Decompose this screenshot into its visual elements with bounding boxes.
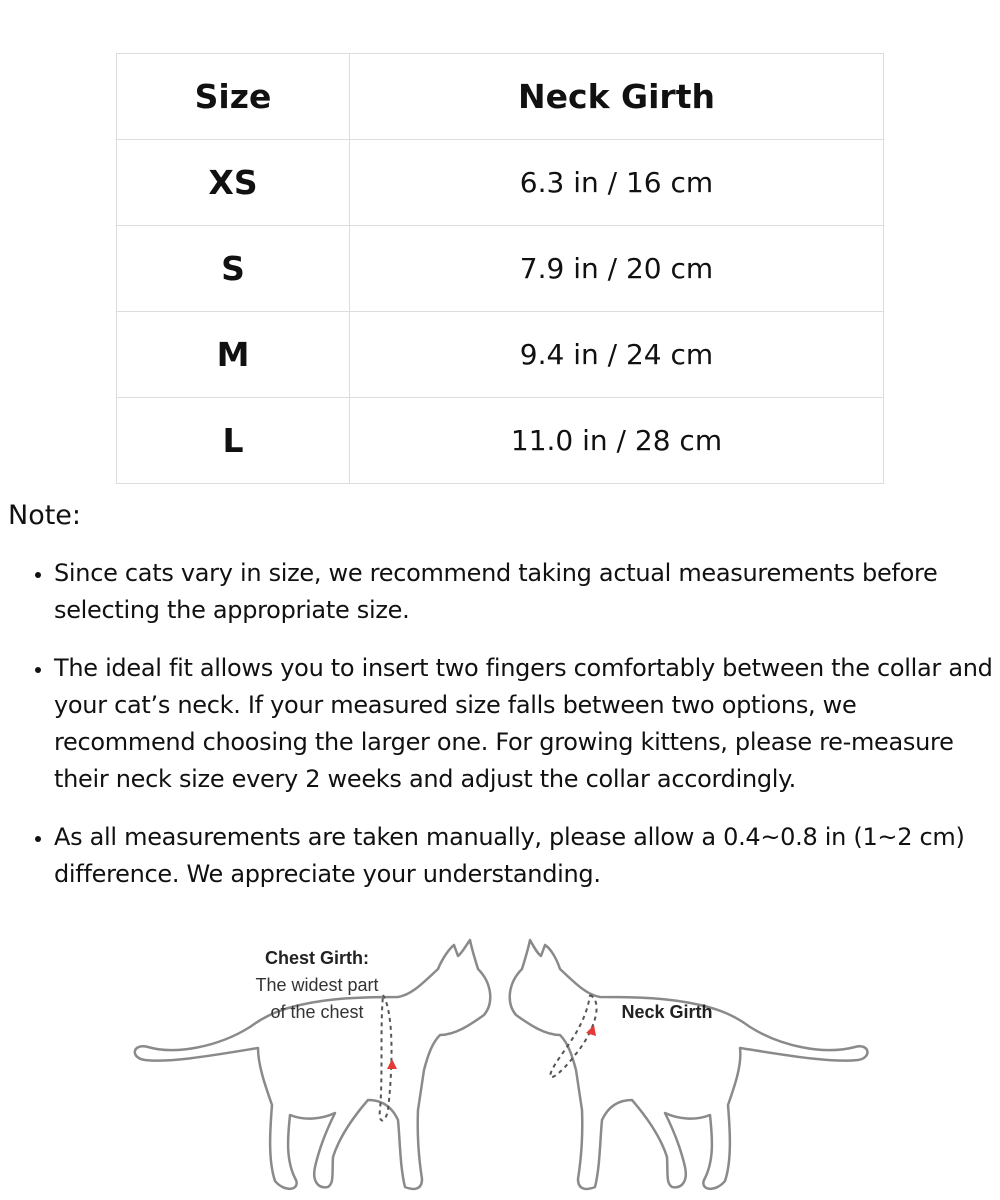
right-cat-outline: [510, 940, 868, 1189]
note-title: Note:: [8, 500, 82, 531]
list-item: • As all measurements are taken manually, please allow a 0.4~0.8 in (1~2 cm) difference. We appreciate your understanding.: [54, 819, 996, 893]
chest-girth-title: Chest Girth:: [264, 948, 370, 968]
neck-girth-cell: 7.9 in / 20 cm: [350, 226, 884, 312]
neck-girth-label: Neck Girth: [621, 1002, 713, 1022]
size-cell: M: [117, 312, 350, 398]
size-cell: S: [117, 226, 350, 312]
size-cell: L: [117, 398, 350, 484]
column-header-neck-girth: Neck Girth: [350, 54, 884, 140]
table-header-row: [117, 54, 884, 140]
measurement-diagram: [0, 935, 1000, 1200]
neck-girth-cell: 11.0 in / 28 cm: [350, 398, 884, 484]
table-row: [117, 398, 884, 484]
chest-girth-desc-line1: The widest part: [255, 975, 379, 995]
column-header-size: Size: [117, 54, 350, 140]
list-item: • The ideal fit allows you to insert two fingers comfortably between the collar and your cat’s neck. If your measured size falls between two options, we recommend choosing the larger one. For growing kittens, please re-measure their neck size every 2 weeks and adjust the collar accordingly.: [54, 650, 996, 798]
chest-girth-desc-line2: of the chest: [270, 1002, 364, 1022]
table-row: [117, 140, 884, 226]
table-row: [117, 312, 884, 398]
neck-girth-cell: 9.4 in / 24 cm: [350, 312, 884, 398]
table-row: [117, 226, 884, 312]
list-item: • Since cats vary in size, we recommend taking actual measurements before selecting the appropriate size.: [54, 555, 996, 629]
note-list: [16, 555, 996, 914]
size-cell: XS: [117, 140, 350, 226]
neck-girth-cell: 6.3 in / 16 cm: [350, 140, 884, 226]
size-chart-table: [116, 53, 884, 484]
